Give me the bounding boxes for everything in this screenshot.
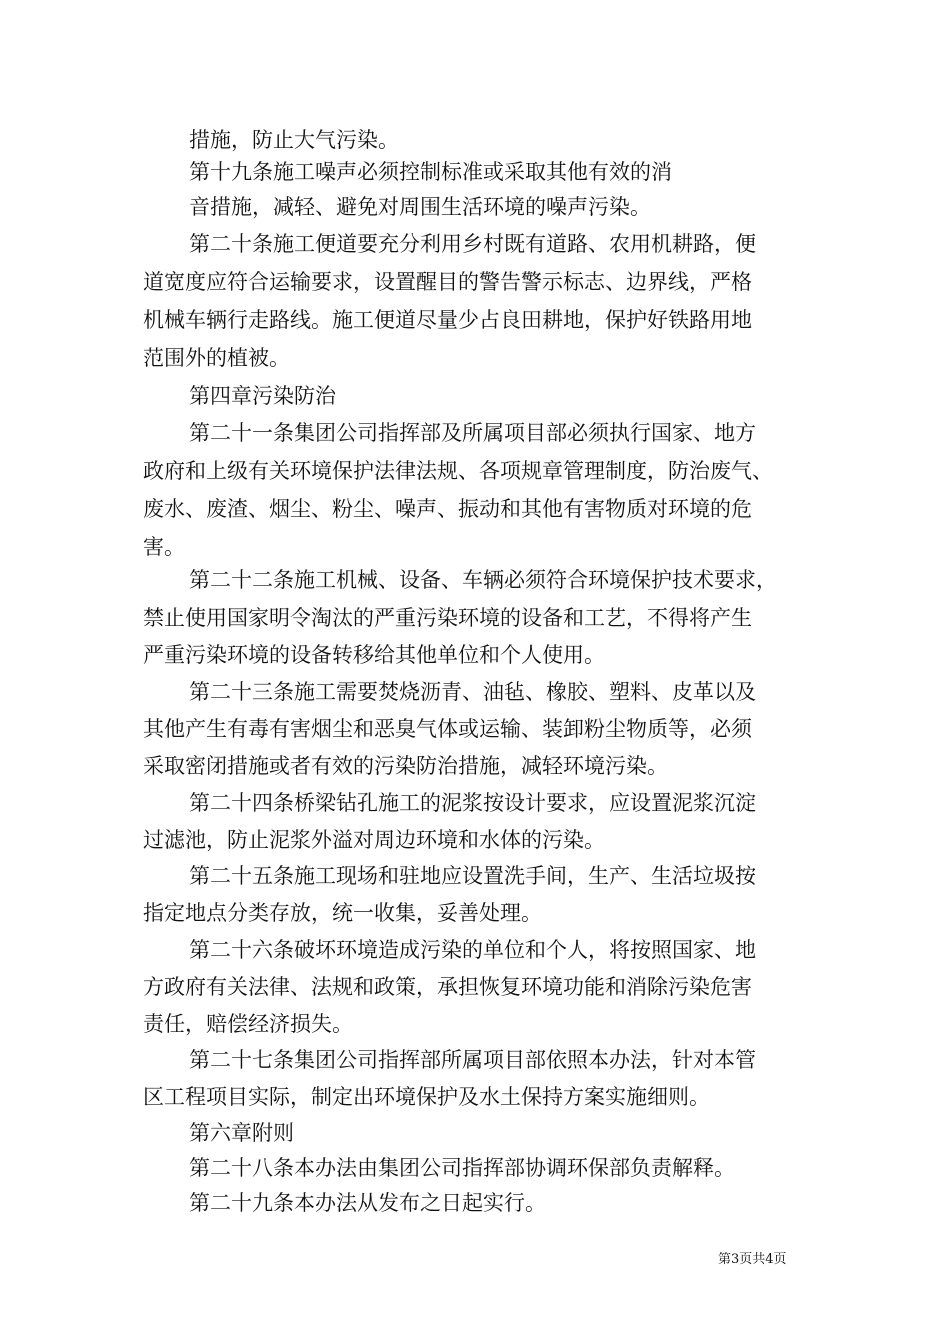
text-line: 第二十四条桥梁钻孔施工的泥浆按设计要求，应设置泥浆沉淀 (189, 791, 756, 815)
text-line: 第二十五条施工现场和驻地应设置洗手间，生产、生活垃圾按 (189, 864, 756, 888)
chapter-heading: 第六章附则 (189, 1121, 294, 1145)
text-line: 音措施，减轻、避免对周围生活环境的噪声污染。 (189, 195, 651, 219)
text-line: 第二十一条集团公司指挥部及所属项目部必须执行国家、地方 (189, 421, 756, 445)
text-line: 机械车辆行走路线。施工便道尽量少占良田耕地，保护好铁路用地 (143, 308, 752, 332)
text-line: 废水、废渣、烟尘、粉尘、噪声、振动和其他有害物质对环境的危 (143, 497, 752, 521)
text-line: 第二十三条施工需要焚烧沥青、油毡、橡胶、塑料、皮革以及 (189, 680, 756, 704)
text-line: 第十九条施工噪声必须控制标准或采取其他有效的消 (189, 160, 672, 184)
text-line: 措施，防止大气污染。 (189, 128, 399, 152)
text-line: 严重污染环境的设备转移给其他单位和个人使用。 (143, 643, 605, 667)
text-line: 方政府有关法律、法规和政策，承担恢复环境功能和消除污染危害 (143, 975, 752, 999)
text-line: 指定地点分类存放，统一收集，妥善处理。 (143, 901, 542, 925)
text-line: 区工程项目实际，制定出环境保护及水土保持方案实施细则。 (143, 1085, 710, 1109)
text-line: 第二十七条集团公司指挥部所属项目部依照本办法，针对本管 (189, 1048, 756, 1072)
text-line: 道宽度应符合运输要求，设置醒目的警告警示标志、边界线，严格 (143, 270, 752, 294)
chapter-heading: 第四章污染防治 (189, 384, 336, 408)
text-line: 范围外的植被。 (143, 346, 290, 370)
page-number: 第3页共4页 (718, 1252, 787, 1267)
text-line: 害。 (143, 535, 185, 559)
text-line: 责任，赔偿经济损失。 (143, 1012, 353, 1036)
text-line: 政府和上级有关环境保护法律法规、各项规章管理制度，防治废气、 (143, 459, 773, 483)
text-line: 第二十二条施工机械、设备、车辆必须符合环境保护技术要求， (189, 568, 777, 592)
text-line: 采取密闭措施或者有效的污染防治措施，减轻环境污染。 (143, 754, 668, 778)
text-line: 过滤池，防止泥浆外溢对周边环境和水体的污染。 (143, 828, 605, 852)
text-line: 第二十六条破坏环境造成污染的单位和个人，将按照国家、地 (189, 938, 756, 962)
text-line: 第二十八条本办法由集团公司指挥部协调环保部负责解释。 (189, 1156, 735, 1180)
text-line: 其他产生有毒有害烟尘和恶臭气体或运输、装卸粉尘物质等，必须 (143, 717, 752, 741)
text-line: 第二十九条本办法从发布之日起实行。 (189, 1191, 546, 1215)
text-line: 禁止使用国家明令淘汰的严重污染环境的设备和工艺，不得将产生 (143, 606, 752, 630)
text-line: 第二十条施工便道要充分利用乡村既有道路、农用机耕路，便 (189, 232, 756, 256)
